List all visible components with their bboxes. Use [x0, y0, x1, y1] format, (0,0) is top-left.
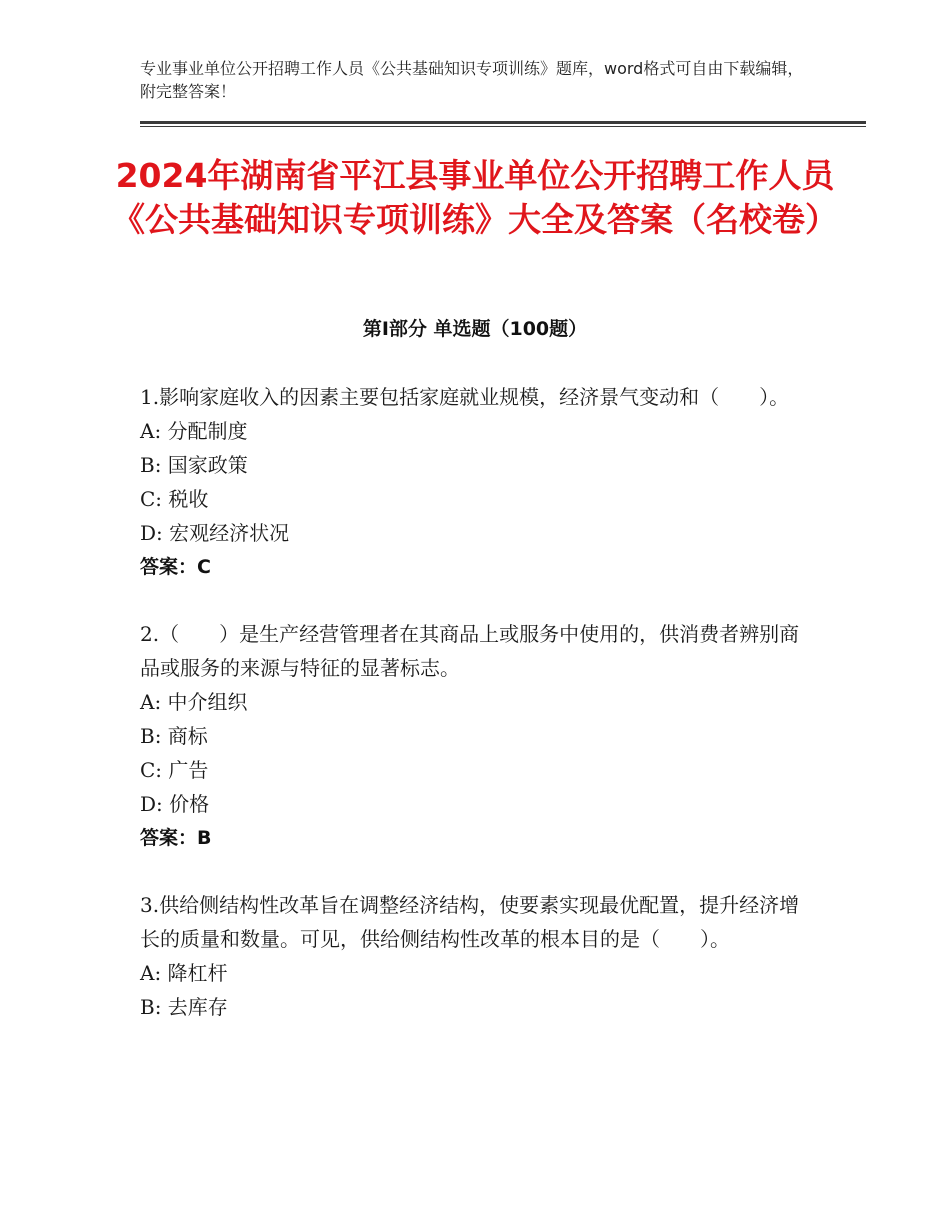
- question-3: [140, 888, 812, 1024]
- option-b: B: 商标: [140, 724, 208, 748]
- option-c: C: 广告: [140, 758, 209, 782]
- section-title: 第Ⅰ部分 单选题（100题）: [362, 318, 588, 340]
- header-note: 专业事业单位公开招聘工作人员《公共基础知识专项训练》题库，word格式可自由下载编辑，附完整答案！: [140, 59, 804, 101]
- option-a: A: 降杠杆: [140, 961, 228, 985]
- option-a: A: 分配制度: [140, 419, 248, 443]
- answer: 答案：B: [140, 827, 212, 849]
- answer: 答案：C: [140, 556, 211, 578]
- question-stem: 3.供给侧结构性改革旨在调整经济结构，使要素实现最优配置，提升经济增长的质量和数量。可见，供给侧结构性改革的根本目的是（ ）。: [140, 893, 800, 951]
- question-stem: 2.（ ）是生产经营管理者在其商品上或服务中使用的，供消费者辨别商品或服务的来源与特征的显著标志。: [140, 622, 800, 680]
- option-c: C: 税收: [140, 487, 209, 511]
- question-list: [140, 380, 812, 1057]
- question-stem: 1.影响家庭收入的因素主要包括家庭就业规模，经济景气变动和（ ）。: [140, 385, 790, 409]
- option-d: D: 价格: [140, 792, 210, 816]
- option-b: B: 去库存: [140, 995, 228, 1019]
- header-divider-thick: [140, 121, 866, 124]
- document-title: 2024年湖南省平江县事业单位公开招聘工作人员《公共基础知识专项训练》大全及答案（名校卷）: [112, 156, 838, 239]
- option-d: D: 宏观经济状况: [140, 521, 290, 545]
- option-b: B: 国家政策: [140, 453, 248, 477]
- option-a: A: 中介组织: [140, 690, 248, 714]
- question-1: [140, 380, 812, 584]
- question-2: [140, 617, 812, 855]
- header-divider-thin: [140, 126, 866, 127]
